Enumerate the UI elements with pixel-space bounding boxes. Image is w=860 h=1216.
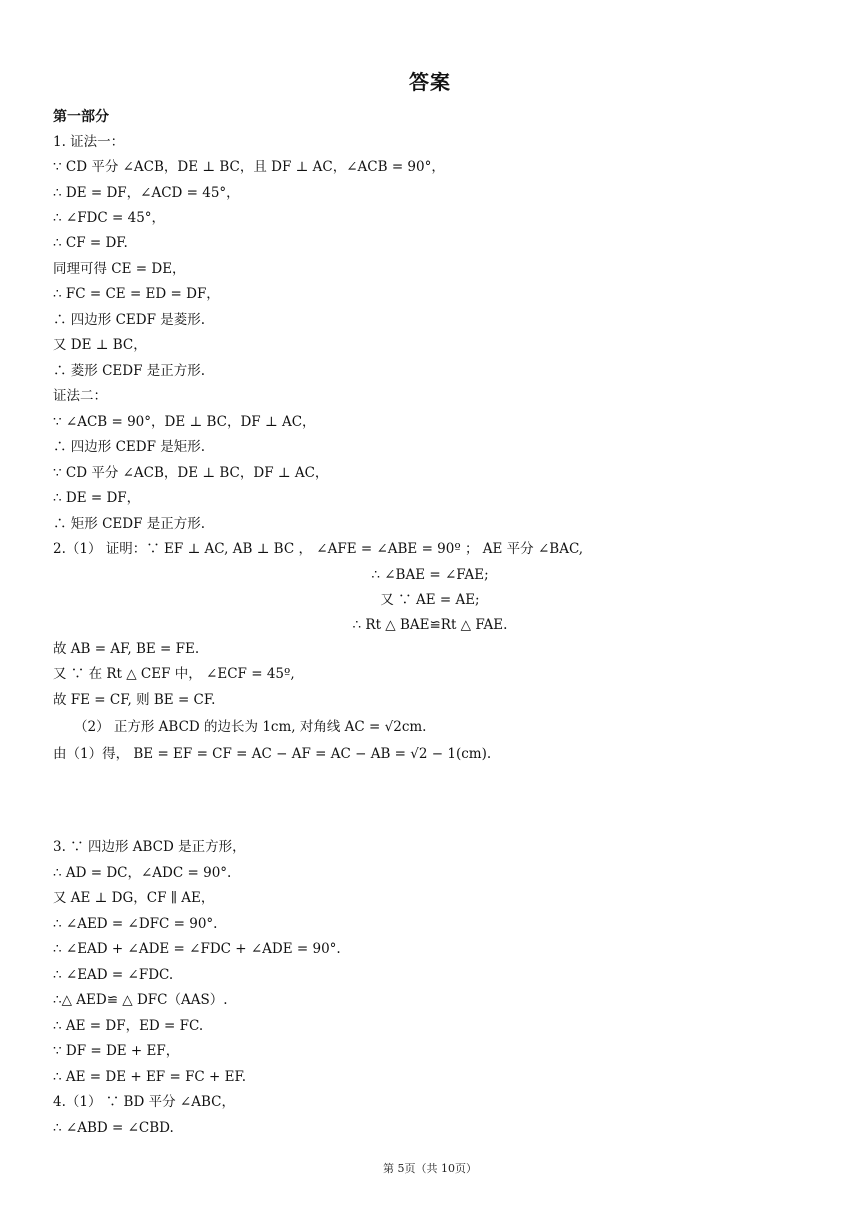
- centered-step: 又 ∵ AE = AE;: [380, 592, 480, 608]
- text-line: ∵ CD 平分 ∠ACB，DE ⊥ BC，且 DF ⊥ AC，∠ACB = 90°，: [53, 159, 445, 175]
- text-line: 又 AE ⊥ DG，CF ∥ AE，: [53, 890, 215, 906]
- text-line: ∴ 四边形 CEDF 是菱形.: [53, 312, 206, 328]
- text-line: 故 FE = CF, 则 BE = CF.: [53, 692, 216, 708]
- text-line: ∴ ∠ABD = ∠CBD.: [53, 1120, 174, 1136]
- text-line: ∵ CD 平分 ∠ACB，DE ⊥ BC，DF ⊥ AC，: [53, 465, 329, 481]
- text-line: ∴ CF = DF.: [53, 235, 128, 251]
- text-line: 证法二：: [53, 388, 107, 404]
- text-line: 故 AB = AF, BE = FE.: [53, 641, 200, 657]
- text-line: ∴ AD = DC，∠ADC = 90°.: [53, 865, 232, 881]
- text-line: ∴ ∠EAD + ∠ADE = ∠FDC + ∠ADE = 90°.: [53, 941, 341, 957]
- text-line: ∴ 矩形 CEDF 是正方形.: [53, 516, 206, 532]
- page-footer: 第 5页（共 10页）: [383, 1162, 477, 1175]
- text-line: 又 DE ⊥ BC，: [53, 337, 147, 353]
- text-line: 又 ∵ 在 Rt △ CEF 中， ∠ECF = 45º,: [53, 666, 295, 682]
- text-line: ∴ ∠FDC = 45°，: [53, 210, 166, 226]
- centered-step: ∴ Rt △ BAE≌Rt △ FAE.: [352, 617, 508, 633]
- text-line: ∵ DF = DE + EF，: [53, 1043, 180, 1059]
- text-line: 2.（1） 证明：∵ EF ⊥ AC, AB ⊥ BC ， ∠AFE = ∠ABE = 90º ； AE 平分 ∠BAC,: [53, 541, 584, 557]
- text-line: ∴ FC = CE = ED = DF，: [53, 286, 220, 302]
- section-heading: 第一部分: [53, 109, 109, 125]
- centered-step: ∴ ∠BAE = ∠FAE;: [371, 567, 489, 583]
- text-line: ∴ AE = DF，ED = FC.: [53, 1018, 204, 1034]
- text-line: （2） 正方形 ABCD 的边长为 1cm, 对角线 AC = √2cm.: [74, 719, 427, 735]
- text-line: 1. 证法一：: [53, 134, 125, 150]
- text-line: ∴ ∠AED = ∠DFC = 90°.: [53, 916, 218, 932]
- text-line: ∴ DE = DF，∠ACD = 45°，: [53, 185, 240, 201]
- text-line: 同理可得 CE = DE，: [53, 261, 186, 277]
- text-line: 3. ∵ 四边形 ABCD 是正方形，: [53, 839, 246, 855]
- text-line: ∴△ AED≌ △ DFC（AAS）.: [53, 992, 228, 1008]
- page-title: 答案: [409, 70, 451, 94]
- text-line: ∵ ∠ACB = 90°，DE ⊥ BC，DF ⊥ AC，: [53, 414, 316, 430]
- text-line: ∴ DE = DF，: [53, 490, 141, 506]
- text-line: 4.（1） ∵ BD 平分 ∠ABC，: [53, 1094, 235, 1110]
- text-line: 由（1）得， BE = EF = CF = AC − AF = AC − AB = √2 − 1(cm).: [53, 746, 492, 762]
- text-line: ∴ ∠EAD = ∠FDC.: [53, 967, 174, 983]
- text-line: ∴ AE = DE + EF = FC + EF.: [53, 1069, 247, 1085]
- text-line: ∴ 菱形 CEDF 是正方形.: [53, 363, 206, 379]
- text-line: ∴ 四边形 CEDF 是矩形.: [53, 439, 206, 455]
